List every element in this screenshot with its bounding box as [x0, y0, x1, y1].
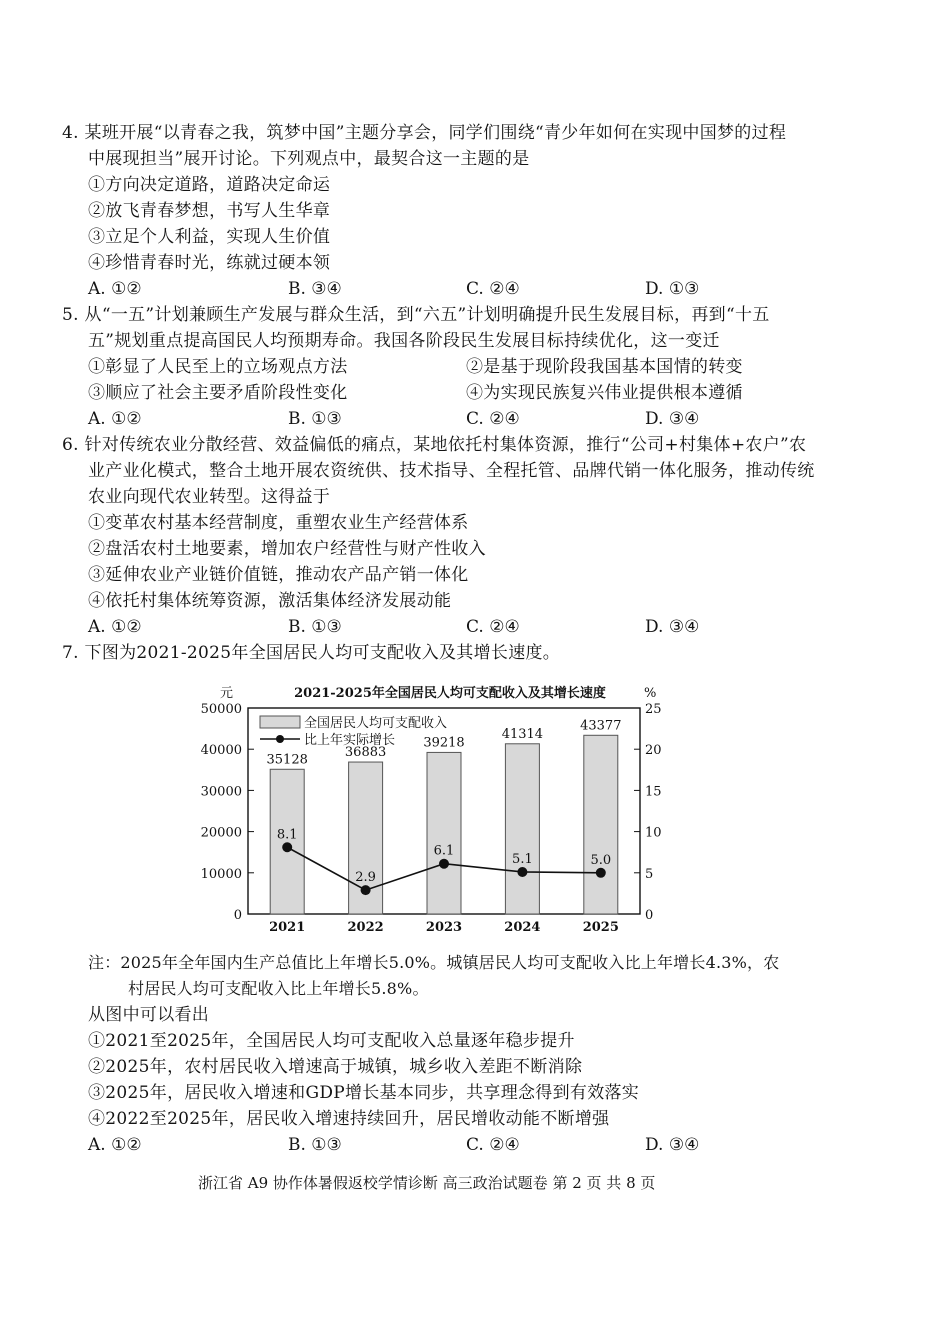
- income-growth-chart: [200, 678, 670, 940]
- q7-note-line1: 注：2025年全年国内生产总值比上年增长5.0%。城镇居民人均可支配收入比上年增长4.3%，农: [88, 953, 780, 972]
- q7-item-2: ②2025年，农村居民收入增速高于城镇，城乡收入差距不断消除: [88, 1057, 583, 1077]
- growth-point-2022: [361, 885, 371, 895]
- growth-label-2022: 2.9: [355, 870, 376, 886]
- chart-title: 2021-2025年全国居民人均可支配收入及其增长速度: [294, 686, 606, 701]
- bar-2023: [427, 752, 461, 914]
- q7-option-a: A. ①②: [88, 1135, 142, 1155]
- q6-option-a: A. ①②: [88, 617, 142, 637]
- q5-item-1: ①彰显了人民至上的立场观点方法: [88, 357, 348, 377]
- q7-option-b: B. ①③: [288, 1135, 342, 1155]
- bar-label-2024: 41314: [501, 726, 544, 742]
- legend-bar-swatch: [260, 716, 300, 728]
- y-right-tick-label: 15: [645, 784, 662, 800]
- legend-bar-label: 全国居民人均可支配收入: [304, 716, 448, 731]
- q5-option-a: A. ①②: [88, 409, 142, 429]
- bar-2025: [584, 735, 618, 914]
- y-right-tick-label: 0: [645, 908, 654, 923]
- q7-option-d: D. ③④: [645, 1135, 700, 1155]
- q7-item-3: ③2025年，居民收入增速和GDP增长基本同步，共享理念得到有效落实: [88, 1083, 640, 1103]
- legend-line-label: 比上年实际增长: [304, 733, 396, 748]
- q4-item-1: ①方向决定道路，道路决定命运: [88, 175, 331, 195]
- q7-item-4: ④2022至2025年，居民收入增速持续回升，居民增收动能不断增强: [88, 1109, 610, 1129]
- y-left-tick-label: 30000: [200, 784, 242, 800]
- q4-item-4: ④珍惜青春时光，练就过硬本领: [88, 253, 331, 273]
- q4-option-d: D. ①③: [645, 279, 700, 299]
- y-right-tick-label: 25: [645, 702, 662, 717]
- x-tick-label-2022: 2022: [347, 920, 384, 935]
- legend-line-marker: [276, 735, 284, 743]
- q6-option-c: C. ②④: [466, 617, 520, 637]
- q7-stem: 7. 下图为2021-2025年全国居民人均可支配收入及其增长速度。: [62, 643, 561, 663]
- q6-item-2: ②盘活农村土地要素，增加农户经营性与财产性收入: [88, 539, 486, 559]
- y-left-tick-label: 0: [233, 908, 242, 923]
- q6-stem-line2: 业产业化模式，整合土地开展农资统供、技术指导、全程托管、品牌代销一体化服务，推动传统: [88, 461, 815, 481]
- q4-stem-line2: 中展现担当”展开讨论。下列观点中，最契合这一主题的是: [88, 149, 530, 169]
- q5-item-4: ④为实现民族复兴伟业提供根本遵循: [466, 383, 743, 403]
- bar-2024: [505, 744, 539, 914]
- q4-item-2: ②放飞青春梦想，书写人生华章: [88, 201, 331, 221]
- q6-item-3: ③延伸农业产业链价值链，推动农产品产销一体化: [88, 565, 469, 585]
- q7-option-c: C. ②④: [466, 1135, 520, 1155]
- y-left-tick-label: 50000: [200, 702, 242, 717]
- growth-label-2021: 8.1: [276, 827, 298, 843]
- q7-lead: 从图中可以看出: [88, 1005, 210, 1025]
- q5-option-c: C. ②④: [466, 409, 520, 429]
- q6-item-4: ④依托村集体统筹资源，激活集体经济发展动能: [88, 591, 452, 611]
- y-left-unit: 元: [220, 686, 234, 701]
- growth-point-2021: [282, 842, 292, 852]
- y-right-tick-label: 20: [645, 743, 662, 759]
- q4-stem-line1: 4. 某班开展“以青春之我，筑梦中国”主题分享会，同学们围绕“青少年如何在实现中国梦的过程: [62, 123, 787, 143]
- growth-label-2025: 5.0: [590, 852, 612, 868]
- q4-option-c: C. ②④: [466, 279, 520, 299]
- growth-label-2024: 5.1: [512, 851, 533, 867]
- q6-stem-line3: 农业向现代农业转型。这得益于: [88, 487, 331, 507]
- q4-option-b: B. ③④: [288, 279, 342, 299]
- growth-point-2023: [439, 859, 449, 869]
- chart-legend: [260, 715, 447, 748]
- q5-item-3: ③顺应了社会主要矛盾阶段性变化: [88, 383, 348, 403]
- x-tick-label-2025: 2025: [582, 920, 619, 935]
- growth-label-2023: 6.1: [433, 843, 455, 859]
- q5-stem-line1: 5. 从“一五”计划兼顾生产发展与群众生活，到“六五”计划明确提升民生发展目标，再到“十五: [62, 305, 770, 325]
- q7-item-1: ①2021至2025年，全国居民人均可支配收入总量逐年稳步提升: [88, 1031, 575, 1051]
- x-tick-label-2024: 2024: [504, 920, 541, 935]
- q6-stem-line1: 6. 针对传统农业分散经营、效益偏低的痛点，某地依托村集体资源，推行“公司+村集体+农户”农: [62, 435, 807, 455]
- bar-label-2023: 39218: [423, 735, 465, 751]
- y-right-unit: %: [644, 686, 657, 701]
- q4-option-a: A. ①②: [88, 279, 142, 299]
- x-tick-label-2021: 2021: [269, 920, 306, 935]
- q5-item-2: ②是基于现阶段我国基本国情的转变: [466, 357, 743, 377]
- q6-option-d: D. ③④: [645, 617, 700, 637]
- q5-option-b: B. ①③: [288, 409, 342, 429]
- growth-point-2025: [596, 868, 606, 878]
- q5-option-d: D. ③④: [645, 409, 700, 429]
- q6-item-1: ①变革农村基本经营制度，重塑农业生产经营体系: [88, 513, 469, 533]
- bar-label-2021: 35128: [266, 752, 308, 768]
- y-left-tick-label: 40000: [200, 743, 242, 759]
- growth-point-2024: [517, 867, 527, 877]
- q7-note-line2: 村居民人均可支配收入比上年增长5.8%。: [128, 979, 429, 998]
- y-left-tick-label: 20000: [200, 825, 242, 841]
- bar-label-2022: 36883: [344, 745, 387, 761]
- q5-stem-line2: 五”规划重点提高国民人均预期寿命。我国各阶段民生发展目标持续优化，这一变迁: [88, 331, 720, 351]
- page-footer: 浙江省 A9 协作体暑假返校学情诊断 高三政治试题卷 第 2 页 共 8 页: [198, 1174, 656, 1192]
- x-tick-label-2023: 2023: [425, 920, 463, 935]
- y-right-tick-label: 10: [645, 825, 662, 841]
- bar-label-2025: 43377: [580, 718, 622, 734]
- y-left-tick-label: 10000: [200, 866, 242, 882]
- q6-option-b: B. ①③: [288, 617, 342, 637]
- q4-item-3: ③立足个人利益，实现人生价值: [88, 227, 331, 247]
- y-right-tick-label: 5: [645, 866, 654, 882]
